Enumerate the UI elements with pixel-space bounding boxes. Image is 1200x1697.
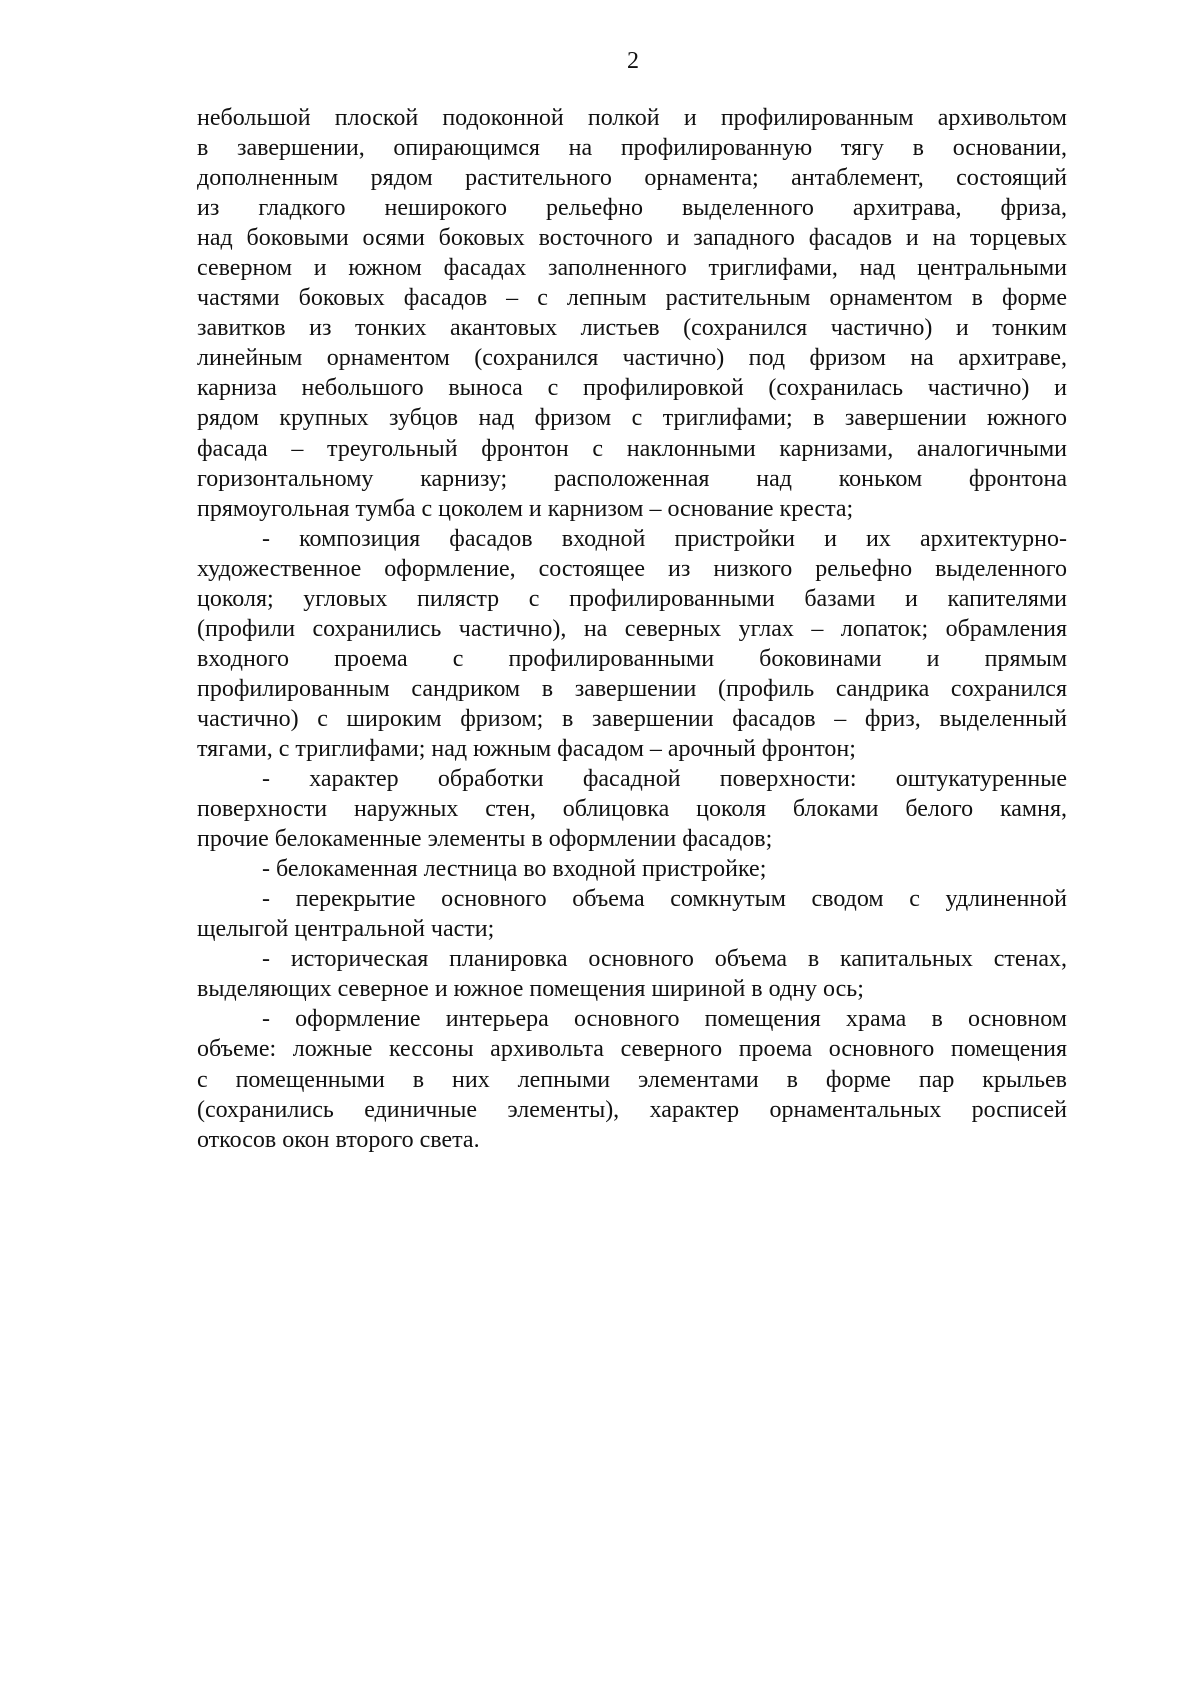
- text-line: карниза небольшого выноса с профилировкой (сохранилась частично) и: [197, 375, 1067, 402]
- text-line: небольшой плоской подоконной полкой и профилированным архивольтом: [197, 105, 1067, 131]
- text-line: профилированным сандриком в завершении (профиль сандрика сохранился: [197, 675, 1067, 702]
- text-line: рядом крупных зубцов над фризом с триглифами; в завершении южного: [197, 405, 1067, 432]
- paragraph: [197, 1004, 1067, 1154]
- text-line: из гладкого неширокого рельефно выделенного архитрава, фриза,: [197, 195, 1067, 222]
- text-line: над боковыми осями боковых восточного и западного фасадов и на торцевых: [197, 225, 1067, 252]
- text-line: цоколя; угловых пилястр с профилированными базами и капителями: [197, 585, 1067, 612]
- text-line: прочие белокаменные элементы в оформлении фасадов;: [197, 826, 773, 853]
- paragraph: [197, 764, 1067, 854]
- text-line: горизонтальному карнизу; расположенная над коньком фронтона: [197, 465, 1067, 492]
- text-line: выделяющих северное и южное помещения шириной в одну ось;: [197, 976, 864, 1003]
- text-line: с помещенными в них лепными элементами в форме пар крыльев: [197, 1066, 1067, 1093]
- text-line: в завершении, опирающимся на профилированную тягу в основании,: [197, 135, 1067, 162]
- text-line: - композиция фасадов входной пристройки и их архитектурно-: [262, 525, 1067, 552]
- text-line: объеме: ложные кессоны архивольта северного проема основного помещения: [197, 1036, 1067, 1063]
- text-line: прямоугольная тумба с цоколем и карнизом – основание креста;: [197, 495, 854, 522]
- text-line: линейным орнаментом (сохранился частично) под фризом на архитраве,: [197, 345, 1067, 372]
- text-line: - оформление интерьера основного помещения храма в основном: [262, 1006, 1067, 1033]
- document-body: [197, 103, 1067, 1155]
- text-line: - историческая планировка основного объема в капитальных стенах,: [262, 946, 1067, 973]
- text-line: щелыгой центральной части;: [197, 916, 495, 943]
- text-line: северном и южном фасадах заполненного триглифами, над центральными: [197, 255, 1067, 282]
- paragraph: [197, 944, 1067, 1004]
- text-line: входного проема с профилированными боковинами и прямым: [197, 645, 1067, 672]
- paragraph: [197, 103, 1067, 524]
- text-line: - перекрытие основного объема сомкнутым сводом с удлиненной: [262, 886, 1067, 913]
- text-line: дополненным рядом растительного орнамента; антаблемент, состоящий: [197, 165, 1067, 192]
- paragraph: [197, 884, 1067, 944]
- paragraph: [197, 524, 1067, 764]
- text-line: художественное оформление, состоящее из низкого рельефно выделенного: [197, 555, 1067, 582]
- text-line: поверхности наружных стен, облицовка цоколя блоками белого камня,: [197, 796, 1067, 823]
- page-number: 2: [627, 48, 639, 74]
- text-line: (сохранились единичные элементы), характер орнаментальных росписей: [197, 1096, 1067, 1123]
- text-line: фасада – треугольный фронтон с наклонными карнизами, аналогичными: [197, 435, 1067, 462]
- text-line: тягами, с триглифами; над южным фасадом – арочный фронтон;: [197, 735, 856, 762]
- text-line: частями боковых фасадов – с лепным растительным орнаментом в форме: [197, 285, 1067, 312]
- paragraph: [197, 854, 1067, 884]
- text-line: откосов окон второго света.: [197, 1126, 480, 1153]
- text-line: - характер обработки фасадной поверхности: оштукатуренные: [262, 766, 1067, 793]
- text-line: частично) с широким фризом; в завершении фасадов – фриз, выделенный: [197, 705, 1067, 732]
- text-line: - белокаменная лестница во входной пристройке;: [262, 856, 767, 883]
- text-line: завитков из тонких акантовых листьев (сохранился частично) и тонким: [197, 315, 1067, 342]
- text-line: (профили сохранились частично), на северных углах – лопаток; обрамления: [197, 615, 1067, 642]
